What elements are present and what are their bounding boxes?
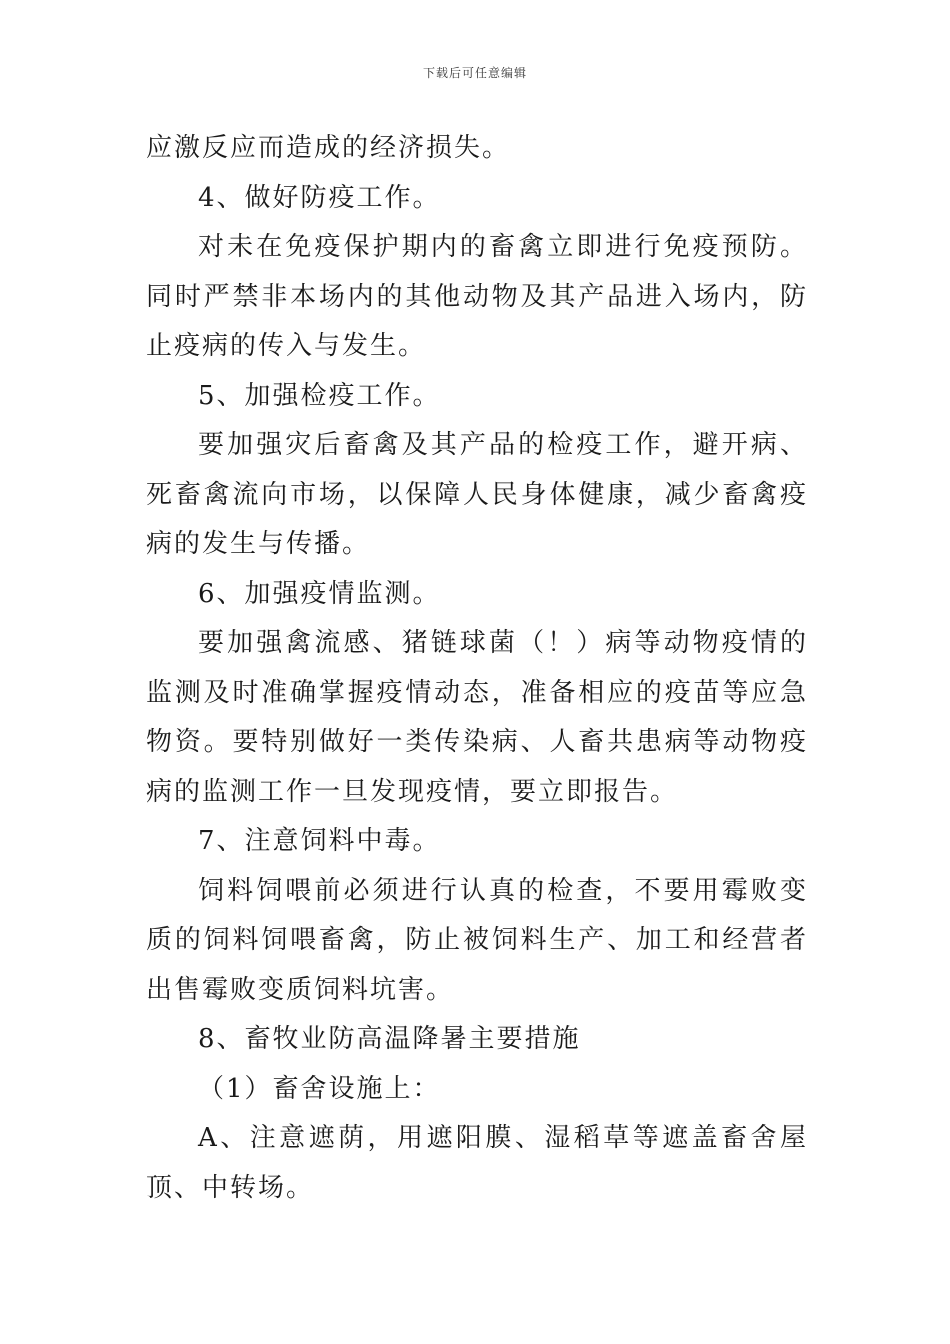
section-heading-7: 7、注意饲料中毒。 [198,826,441,856]
header-note: 下载后可任意编辑 [422,66,527,80]
paragraph-shading: A、注意遮荫，用遮阳膜、湿稻草等遮盖畜舍屋顶、中转场。 [146,1123,808,1203]
section-heading-8: 8、畜牧业防高温降暑主要措施 [198,1024,581,1054]
paragraph-monitoring: 要加强禽流感、猪链球菌（！）病等动物疫情的监测及时准确掌握疫情动态，准备相应的疫苗等应急物资。要特别做好一类传染病、人畜共患病等动物疫病的监测工作一旦发现疫情，要立即报告。 [146,628,808,807]
document-body [146,124,808,1213]
paragraph-vaccination: 对未在免疫保护期内的畜禽立即进行免疫预防。同时严禁非本场内的其他动物及其产品进入场内，防止疫病的传入与发生。 [146,232,808,361]
section-heading-5: 5、加强检疫工作。 [198,380,441,411]
section-heading-6: 6、加强疫情监测。 [198,578,441,609]
paragraph-continuation: 应激反应而造成的经济损失。 [146,133,511,163]
section-heading-4: 4、做好防疫工作。 [198,182,441,213]
paragraph-feed-inspection: 饲料饲喂前必须进行认真的检查，不要用霉败变质的饲料饲喂畜禽，防止被饲料生产、加工和经营者出售霉败变质饲料坑害。 [146,875,808,1005]
paragraph-quarantine: 要加强灾后畜禽及其产品的检疫工作，避开病、死畜禽流向市场，以保障人民身体健康，减少畜禽疫病的发生与传播。 [146,430,808,559]
subsection-heading-1: （1）畜舍设施上： [198,1073,441,1104]
